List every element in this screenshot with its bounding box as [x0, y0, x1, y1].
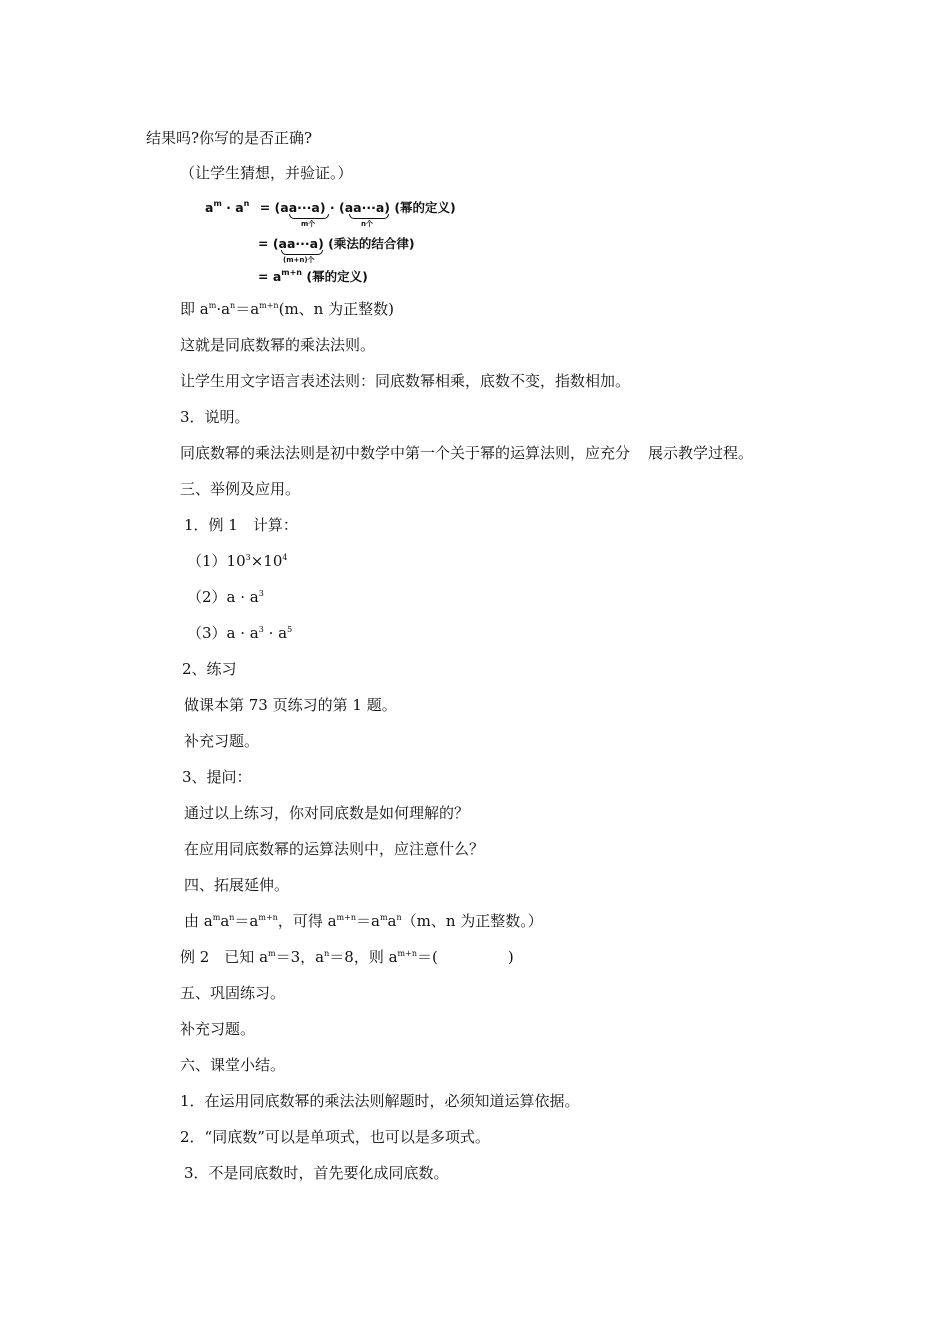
ext-exp-1: m [212, 913, 221, 922]
rule-exp-1: m [208, 301, 217, 310]
summary-1: 1．在运用同底数幂的乘法法则解题时，必须知道运算依据。 [180, 1092, 580, 1110]
guess-note: （让学生猜想，并验证。） [180, 164, 353, 182]
practice-heading: 2、练习 [182, 660, 237, 678]
problem-3-exp-1: 3 [258, 625, 264, 634]
ex2-b: ＝3，a [275, 948, 325, 966]
ext-g: a [387, 912, 397, 930]
ex2-d: ＝( [417, 948, 438, 966]
rule-mid-1: ·a [216, 300, 231, 318]
ext-d: ，可得 a [277, 912, 337, 930]
derivation-row-3 [258, 267, 368, 285]
brace-n-label: n个 [361, 220, 373, 228]
rule-exp-3: m+n [259, 301, 279, 310]
problem-3-a: （3）a · a [187, 624, 259, 642]
problem-1-exp-2: 4 [282, 553, 288, 562]
lhs-exp-1: m [213, 199, 222, 208]
ex2-exp-1: m [268, 949, 276, 958]
ex2-end: ) [507, 948, 514, 966]
lhs-dot: · [221, 200, 236, 215]
rule-name: 这就是同底数幂的乘法法则。 [180, 336, 376, 354]
lhs-base-2: a [235, 200, 244, 215]
row3-exp: m+n [281, 268, 302, 277]
ext-f: ＝a [356, 912, 380, 930]
section-4-heading: 四、拓展延伸。 [184, 876, 290, 894]
brace-m-plus-n-label: (m+n)个 [283, 256, 315, 264]
ex2-a: 例 2 已知 a [180, 948, 269, 966]
ext-exp-4: m+n [336, 913, 356, 922]
problem-3-b: · a [263, 624, 288, 642]
lhs-base-1: a [205, 200, 214, 215]
ext-exp-6: n [396, 913, 402, 922]
rule-exp-2: n [230, 301, 236, 310]
example-2 [180, 947, 514, 967]
row1-reason: (幂的定义) [394, 200, 456, 215]
ext-h: （m、n 为正整数。） [401, 912, 543, 930]
ext-a: 由 a [184, 912, 213, 930]
derivation-row-1 [205, 198, 456, 216]
explain-text [180, 443, 753, 463]
rule-suffix: (m、n 为正整数) [278, 300, 394, 318]
lhs-exp-2: n [243, 199, 250, 208]
ext-c: ＝a [234, 912, 259, 930]
ex2-c: ＝8，则 a [329, 948, 398, 966]
problem-2-exp: 3 [258, 589, 264, 598]
section-6-heading: 六、课堂小结。 [180, 1056, 286, 1074]
supplementary-2: 补充习题。 [180, 1020, 256, 1038]
question-heading: 3、提问： [182, 768, 252, 786]
problem-2-a: （2）a · a [187, 588, 259, 606]
intro-line: 结果吗?你写的是否正确? [146, 129, 313, 147]
explain-text-a: 同底数幂的乘法法则是初中数学中第一个关于幂的运算法则，应充分 [180, 444, 631, 462]
problem-3 [187, 623, 292, 643]
row2-expression: = (aa···a) [258, 236, 324, 251]
rule-mid-2: ＝a [235, 300, 260, 318]
problem-1 [187, 551, 287, 571]
problem-2 [187, 587, 264, 607]
brace-m-label: m个 [301, 220, 316, 228]
rule-in-words: 让学生用文字语言表述法则：同底数幂相乘，底数不变，指数相加。 [180, 372, 631, 390]
ex2-exp-2: n [324, 949, 330, 958]
textbook-exercise: 做课本第 73 页练习的第 1 题。 [184, 696, 397, 714]
row2-reason: (乘法的结合律) [328, 236, 415, 251]
ext-b: a [220, 912, 230, 930]
example-1-heading: 1．例 1 计算： [184, 516, 298, 534]
question-2: 在应用同底数幂的运算法则中，应注意什么？ [184, 840, 485, 858]
question-1: 通过以上练习，你对同底数是如何理解的？ [184, 804, 470, 822]
row1-expression: = (aa···a) · (aa···a) [259, 200, 390, 215]
summary-3: 3．不是同底数时，首先要化成同底数。 [184, 1164, 449, 1182]
problem-1-b: ×10 [250, 552, 283, 570]
extension-formula [184, 911, 543, 931]
problem-1-a: （1）10 [187, 552, 246, 570]
rule-prefix: 即 a [180, 300, 209, 318]
problem-1-exp-1: 3 [245, 553, 251, 562]
row3-reason: (幂的定义) [306, 269, 368, 284]
ext-exp-3: m+n [258, 913, 278, 922]
summary-2: 2．“同底数”可以是单项式，也可以是多项式。 [180, 1128, 490, 1146]
explain-text-b: 展示教学过程。 [648, 444, 754, 462]
ext-exp-5: m [379, 913, 388, 922]
section-3-heading: 三、举例及应用。 [180, 480, 301, 498]
multiplication-rule [180, 299, 394, 319]
problem-3-exp-2: 5 [287, 625, 293, 634]
ex2-exp-3: m+n [397, 949, 417, 958]
supplementary-1: 补充习题。 [184, 732, 260, 750]
power-derivation-figure [205, 196, 505, 290]
row3-prefix: = a [258, 269, 282, 284]
section-5-heading: 五、巩固练习。 [180, 984, 286, 1002]
ext-exp-2: n [229, 913, 235, 922]
explain-heading: 3．说明。 [180, 408, 250, 426]
